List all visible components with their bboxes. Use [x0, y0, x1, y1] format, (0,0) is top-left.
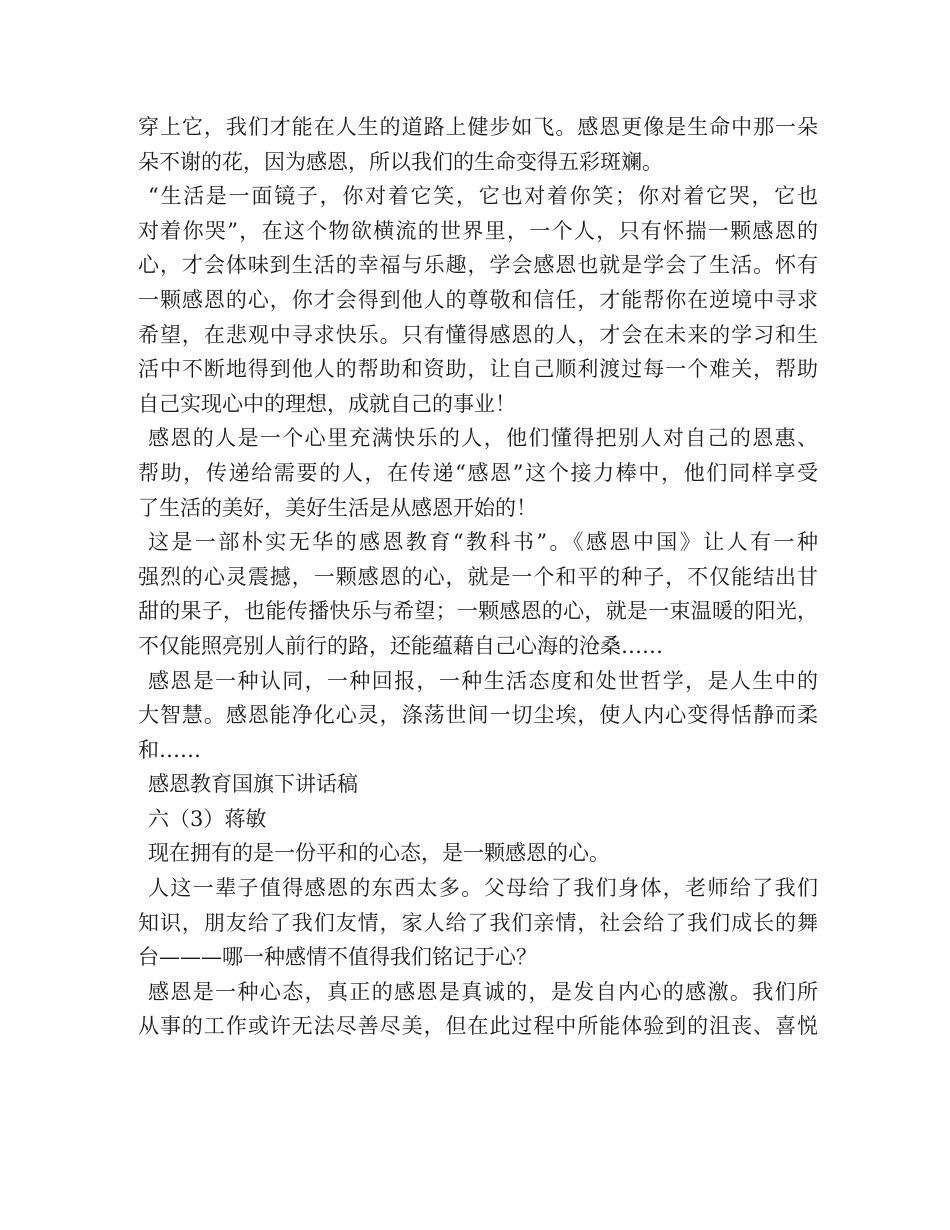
- text-line: 现在拥有的是一份平和的心态，是一颗感恩的心。: [148, 841, 610, 866]
- text-line: 人这一辈子值得感恩的东西太多。父母给了我们身体，老师给了我们: [148, 876, 818, 901]
- text-line: 感恩是一种心态，真正的感恩是真诚的，是发自内心的感激。我们所: [148, 979, 818, 1004]
- text-line: 从事的工作或许无法尽善尽美，但在此过程中所能体验到的沮丧、喜悦: [138, 1014, 818, 1039]
- text-line: 朵不谢的花，因为感恩，所以我们的生命变得五彩斑斓。: [138, 149, 663, 174]
- text-line: 希望，在悲观中寻求快乐。只有懂得感恩的人，才会在未来的学习和生: [138, 322, 818, 347]
- text-line: 这是一部朴实无华的感恩教育“教科书”。《感恩中国》让人有一种: [148, 530, 818, 555]
- text-line: 自己实现心中的理想，成就自己的事业！: [138, 391, 516, 416]
- text-line: 六（3）蒋敏: [148, 806, 267, 831]
- text-line: 知识，朋友给了我们友情，家人给了我们亲情，社会给了我们成长的舞: [138, 910, 818, 935]
- text-line: 了生活的美好，美好生活是从感恩开始的！: [138, 495, 537, 520]
- text-line: “生活是一面镜子，你对着它笑，它也对着你笑；你对着它哭，它也: [148, 184, 818, 209]
- text-line: 感恩教育国旗下讲话稿: [148, 772, 358, 797]
- text-line: 强烈的心灵震撼，一颗感恩的心，就是一个和平的种子，不仅能结出甘: [138, 564, 818, 589]
- text-line: 帮助，传递给需要的人，在传递“感恩”这个接力棒中，他们同样享受: [138, 460, 818, 485]
- document-body: [138, 110, 818, 1044]
- text-line: 台———哪一种感情不值得我们铭记于心？: [138, 945, 537, 970]
- text-line: 和……: [138, 737, 201, 762]
- text-line: 活中不断地得到他人的帮助和资助，让自己顺利渡过每一个难关，帮助: [138, 357, 818, 382]
- text-line: 一颗感恩的心，你才会得到他人的尊敬和信任，才能帮你在逆境中寻求: [138, 287, 818, 312]
- text-line: 穿上它，我们才能在人生的道路上健步如飞。感恩更像是生命中那一朵: [138, 115, 818, 139]
- text-line: 感恩是一种认同，一种回报，一种生活态度和处世哲学，是人生中的: [148, 668, 818, 693]
- text-line: 心，才会体味到生活的幸福与乐趣，学会感恩也就是学会了生活。怀有: [138, 253, 818, 278]
- text-line: 感恩的人是一个心里充满快乐的人，他们懂得把别人对自己的恩惠、: [148, 426, 818, 451]
- text-line: 对着你哭”，在这个物欲横流的世界里，一个人，只有怀揣一颗感恩的: [138, 218, 818, 243]
- text-line: 甜的果子，也能传播快乐与希望；一颗感恩的心，就是一束温暖的阳光，: [138, 599, 818, 624]
- text-line: 不仅能照亮别人前行的路，还能蕴藉自己心海的沧桑……: [138, 633, 663, 658]
- text-line: 大智慧。感恩能净化心灵，涤荡世间一切尘埃，使人内心变得恬静而柔: [138, 703, 818, 728]
